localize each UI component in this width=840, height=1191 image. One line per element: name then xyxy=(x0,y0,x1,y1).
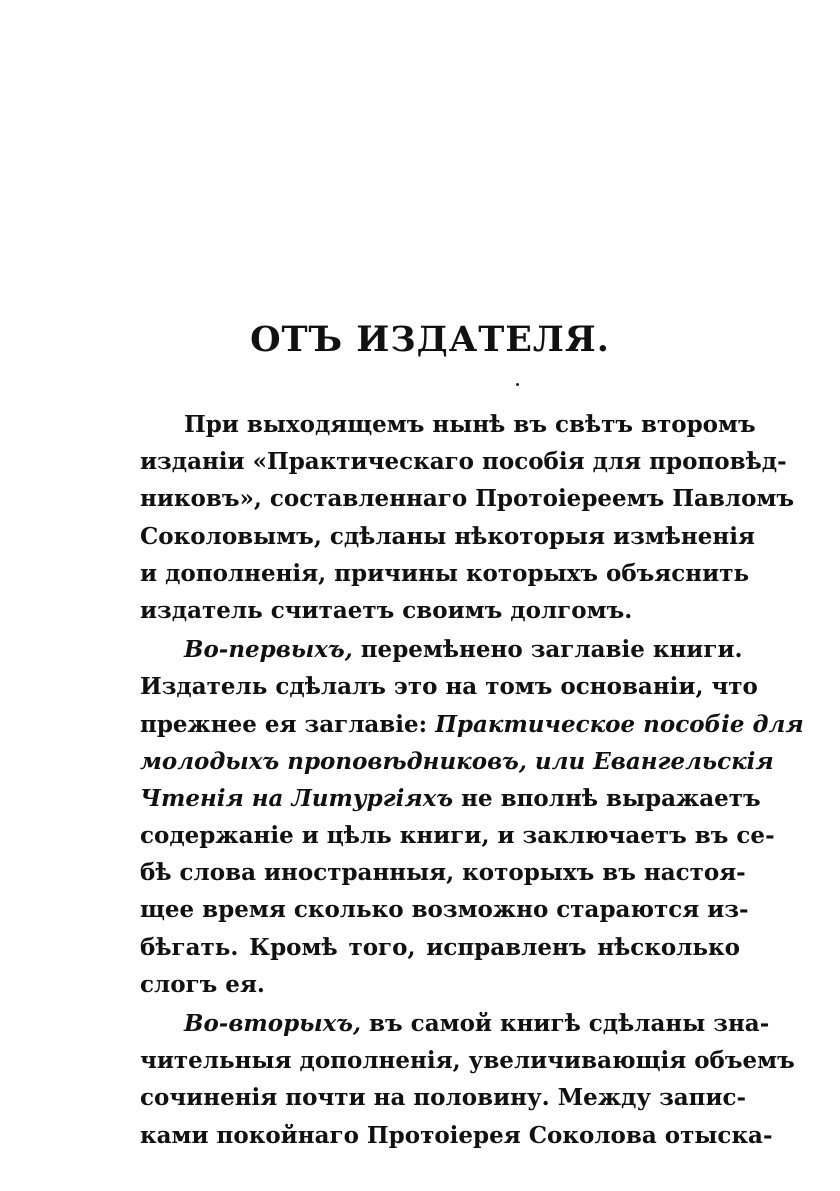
text-line xyxy=(140,443,787,480)
text-segment: никовъ», составленнаго Протоіереемъ Павломъ xyxy=(140,485,795,513)
text-segment: щее время сколько возможно стараются из- xyxy=(140,896,749,924)
text-segment: бѣ слова иностранныя, которыхъ въ настоя- xyxy=(140,859,746,887)
ink-speck xyxy=(516,383,519,386)
text-line xyxy=(140,891,749,928)
text-segment: слогъ ея. xyxy=(140,970,265,998)
text-line xyxy=(140,555,750,592)
text-line xyxy=(140,966,740,1003)
text-segment: издатель считаетъ своимъ долгомъ. xyxy=(140,596,633,624)
text-line xyxy=(140,780,761,817)
text-segment: Соколовымъ, сдѣланы нѣкоторыя измѣненія xyxy=(140,522,755,550)
page-title: ОТЪ ИЗДАТЕЛЯ. xyxy=(250,319,610,360)
text-line xyxy=(140,706,804,743)
italic-text: Во-вторыхъ, xyxy=(184,1010,362,1037)
text-line xyxy=(140,854,746,891)
text-line xyxy=(140,1079,747,1116)
italic-text: молодыхъ проповѣдниковъ, или Евангельскія xyxy=(140,747,774,775)
text-segment: При выходящемъ нынѣ въ свѣтъ второмъ xyxy=(184,411,756,438)
text-segment: прежнее ея заглавіе: xyxy=(140,710,436,738)
text-line xyxy=(140,1117,773,1154)
text-segment: и дополненія, причины которыхъ объяснить xyxy=(140,559,750,587)
text-segment: въ самой книгѣ сдѣланы зна- xyxy=(361,1010,770,1037)
text-line xyxy=(140,817,775,854)
text-line xyxy=(140,406,756,443)
text-segment: перемѣнено заглавіе книги. xyxy=(352,636,743,664)
text-line xyxy=(140,929,740,966)
text-line xyxy=(140,1042,795,1079)
text-line xyxy=(140,1005,770,1042)
italic-text: Чтенія на Литургіяхъ xyxy=(140,784,454,812)
italic-text: Во-первыхъ, xyxy=(184,636,353,664)
text-line xyxy=(140,668,758,705)
text-line xyxy=(140,631,743,668)
text-segment: бѣгать. Кромѣ того, исправленъ нѣсколько xyxy=(140,933,740,961)
text-segment: чительныя дополненія, увеличивающія объемъ xyxy=(140,1047,795,1075)
italic-text: Практическое пособіе для xyxy=(435,710,804,738)
text-segment: ками покойнаго Протоіерея Соколова отыска- xyxy=(140,1121,773,1149)
text-segment: Издатель сдѣлалъ это на томъ основаніи, что xyxy=(140,673,758,701)
text-line xyxy=(140,743,774,780)
body-text xyxy=(140,406,804,1154)
text-segment: не вполнѣ выражаетъ xyxy=(453,784,761,812)
text-line xyxy=(140,518,755,555)
text-segment: содержаніе и цѣль книги, и заключаетъ въ се- xyxy=(140,822,775,850)
text-line xyxy=(140,480,795,517)
text-line xyxy=(140,592,740,629)
text-segment: сочиненія почти на половину. Между запис- xyxy=(140,1084,747,1112)
text-segment: изданіи «Практическаго пособія для проповѣд- xyxy=(140,448,787,476)
